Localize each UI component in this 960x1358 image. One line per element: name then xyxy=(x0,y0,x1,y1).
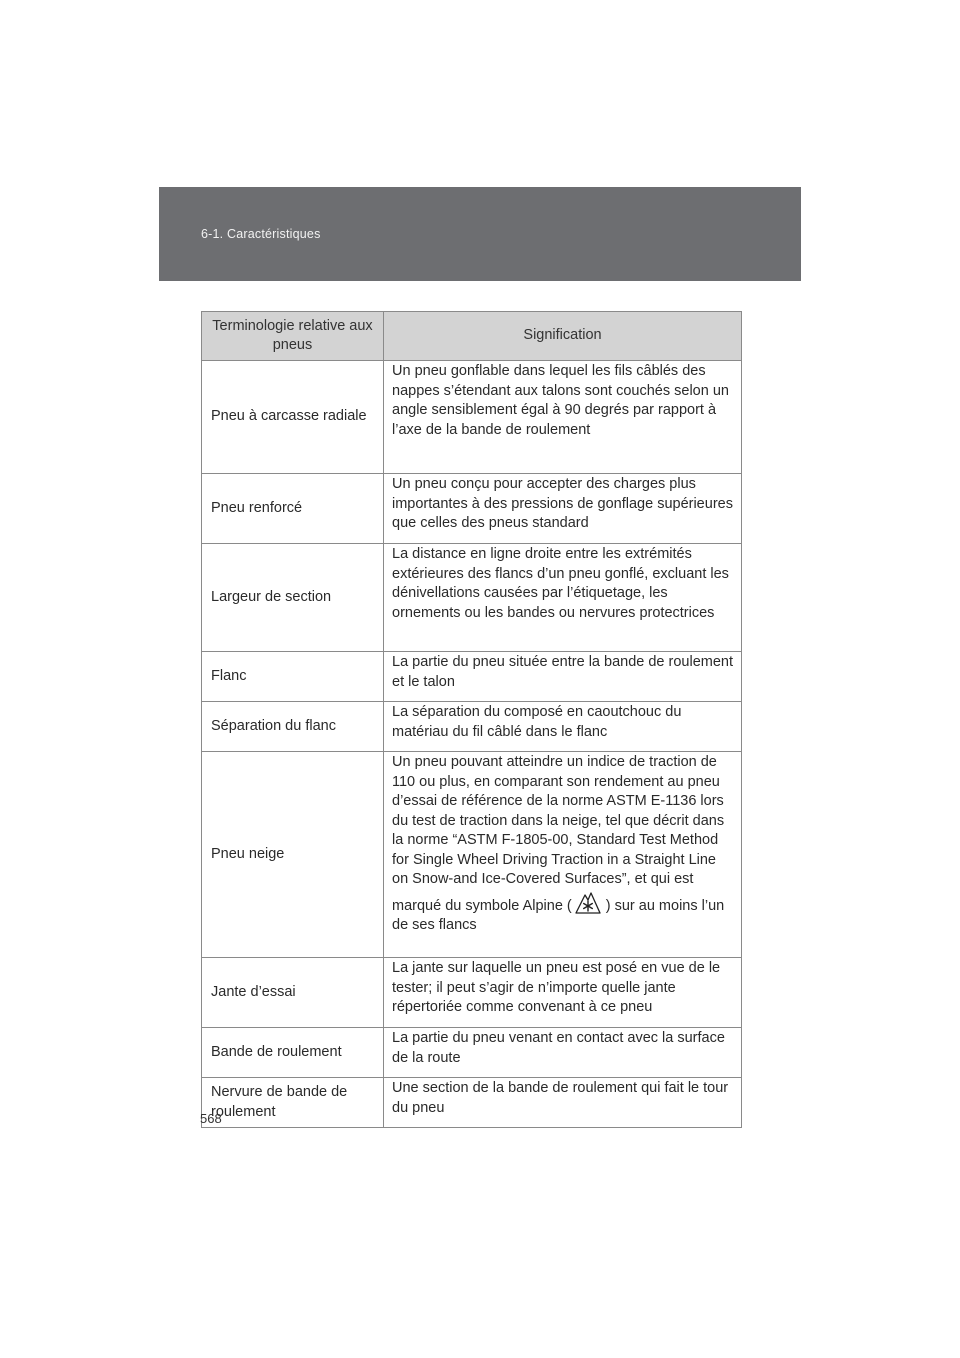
table-row xyxy=(202,1028,742,1078)
alpine-snowflake-mountain-icon xyxy=(574,890,602,914)
column-header-term: Terminologie relative aux pneus xyxy=(202,312,384,361)
term-cell: Séparation du flanc xyxy=(202,702,384,752)
meaning-cell: La jante sur laquelle un pneu est posé en vue de le tester; il peut s’agir de n’importe quelle jante répertoriée comme convenant à ce pneu xyxy=(384,958,742,1028)
meaning-cell: La distance en ligne droite entre les extrémités extérieures des flancs d’un pneu gonflé, excluant les dénivellations causées par l’étiquetage, les ornements ou les bandes ou nervures protectrices xyxy=(384,544,742,652)
meaning-cell xyxy=(384,752,742,958)
table-row xyxy=(202,474,742,544)
table-header-row xyxy=(202,312,742,361)
meaning-text-after-icon: ) sur au moins l’un de ses flancs xyxy=(392,897,725,933)
term-cell: Pneu à carcasse radiale xyxy=(202,361,384,474)
meaning-text-before-icon: Un pneu pouvant atteindre un indice de traction de 110 ou plus, en comparant son rendement au pneu d’essai de référence de la norme ASTM E-1136 lors du test de traction dans la neige, tel que décrit dans la norme “ASTM F-1805-00, Standard Test Method for Single Wheel Driving Traction in a Straight Line on Snow-and Ice-Covered Surfaces”, et qui est marqué du symbole Alpine ( xyxy=(392,754,725,914)
table-row xyxy=(202,544,742,652)
term-cell: Nervure de bande de roulement xyxy=(202,1078,384,1128)
meaning-cell: Une section de la bande de roulement qui fait le tour du pneu xyxy=(384,1078,742,1128)
column-header-meaning: Signification xyxy=(384,312,742,361)
meaning-cell: La partie du pneu située entre la bande de roulement et le talon xyxy=(384,652,742,702)
meaning-cell: La partie du pneu venant en contact avec la surface de la route xyxy=(384,1028,742,1078)
page-number: 568 xyxy=(200,1111,222,1126)
term-cell: Pneu renforcé xyxy=(202,474,384,544)
table-row xyxy=(202,652,742,702)
section-title: 6-1. Caractéristiques xyxy=(201,227,321,241)
term-cell: Largeur de section xyxy=(202,544,384,652)
term-cell: Jante d’essai xyxy=(202,958,384,1028)
table-row xyxy=(202,702,742,752)
term-cell: Pneu neige xyxy=(202,752,384,958)
meaning-cell: Un pneu conçu pour accepter des charges plus importantes à des pressions de gonflage supérieures que celles des pneus standard xyxy=(384,474,742,544)
term-cell: Flanc xyxy=(202,652,384,702)
table-row xyxy=(202,361,742,474)
table-row xyxy=(202,752,742,958)
table-row xyxy=(202,958,742,1028)
chapter-header-band xyxy=(159,187,801,281)
tire-terminology-table xyxy=(201,311,742,1128)
meaning-cell: Un pneu gonflable dans lequel les fils câblés des nappes s’étendant aux talons sont couchés selon un angle sensiblement égal à 90 degrés par rapport à l’axe de la bande de roulement xyxy=(384,361,742,474)
meaning-cell: La séparation du composé en caoutchouc du matériau du fil câblé dans le flanc xyxy=(384,702,742,752)
table-row xyxy=(202,1078,742,1128)
term-cell: Bande de roulement xyxy=(202,1028,384,1078)
